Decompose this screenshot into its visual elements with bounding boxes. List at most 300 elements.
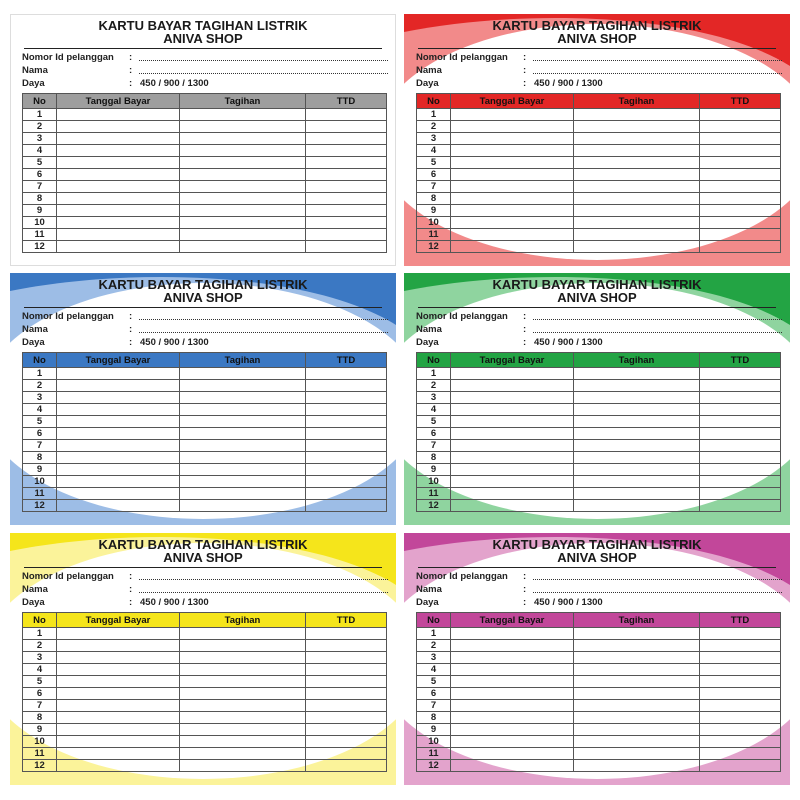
date-cell[interactable] bbox=[451, 700, 574, 712]
col-header-date: Tanggal Bayar bbox=[451, 613, 574, 628]
bill-cell[interactable] bbox=[574, 488, 700, 500]
signature-cell[interactable] bbox=[700, 664, 781, 676]
signature-cell[interactable] bbox=[700, 169, 781, 181]
row-number: 4 bbox=[23, 404, 57, 416]
bill-cell[interactable] bbox=[180, 157, 306, 169]
date-cell[interactable] bbox=[57, 476, 180, 488]
signature-cell[interactable] bbox=[306, 217, 387, 229]
bill-cell[interactable] bbox=[180, 416, 306, 428]
name-field[interactable] bbox=[22, 584, 388, 596]
bill-cell[interactable] bbox=[180, 193, 306, 205]
bill-cell[interactable] bbox=[180, 748, 306, 760]
date-cell[interactable] bbox=[451, 392, 574, 404]
bill-cell[interactable] bbox=[180, 712, 306, 724]
date-cell[interactable] bbox=[451, 145, 574, 157]
customer-id-field[interactable] bbox=[416, 571, 782, 583]
bill-cell[interactable] bbox=[180, 109, 306, 121]
date-cell[interactable] bbox=[57, 157, 180, 169]
signature-cell[interactable] bbox=[700, 700, 781, 712]
name-field[interactable] bbox=[22, 324, 388, 336]
date-cell[interactable] bbox=[451, 181, 574, 193]
date-cell[interactable] bbox=[57, 193, 180, 205]
signature-cell[interactable] bbox=[306, 500, 387, 512]
date-cell[interactable] bbox=[57, 676, 180, 688]
signature-cell[interactable] bbox=[306, 169, 387, 181]
signature-cell[interactable] bbox=[700, 688, 781, 700]
signature-cell[interactable] bbox=[700, 217, 781, 229]
table-row bbox=[23, 193, 387, 205]
field-colon: : bbox=[523, 337, 527, 348]
bill-cell[interactable] bbox=[180, 736, 306, 748]
date-cell[interactable] bbox=[451, 664, 574, 676]
bill-cell[interactable] bbox=[180, 121, 306, 133]
date-cell[interactable] bbox=[451, 640, 574, 652]
col-header-bill: Tagihan bbox=[574, 613, 700, 628]
signature-cell[interactable] bbox=[306, 241, 387, 253]
date-cell[interactable] bbox=[451, 169, 574, 181]
row-number: 5 bbox=[23, 157, 57, 169]
date-cell[interactable] bbox=[57, 760, 180, 772]
customer-id-field[interactable] bbox=[22, 52, 388, 64]
date-cell[interactable] bbox=[57, 145, 180, 157]
table-row bbox=[417, 676, 781, 688]
row-number: 9 bbox=[23, 464, 57, 476]
date-cell[interactable] bbox=[57, 688, 180, 700]
date-cell[interactable] bbox=[451, 193, 574, 205]
field-label: Nama bbox=[22, 65, 48, 76]
table-row bbox=[23, 748, 387, 760]
bill-cell[interactable] bbox=[574, 392, 700, 404]
title-divider bbox=[418, 567, 776, 568]
signature-cell[interactable] bbox=[700, 748, 781, 760]
signature-cell[interactable] bbox=[306, 676, 387, 688]
signature-cell[interactable] bbox=[700, 652, 781, 664]
bill-cell[interactable] bbox=[180, 476, 306, 488]
signature-cell[interactable] bbox=[306, 416, 387, 428]
bill-cell[interactable] bbox=[180, 760, 306, 772]
bill-cell[interactable] bbox=[180, 676, 306, 688]
row-number: 2 bbox=[417, 121, 451, 133]
signature-cell[interactable] bbox=[700, 121, 781, 133]
col-header-date: Tanggal Bayar bbox=[57, 94, 180, 109]
bill-cell[interactable] bbox=[574, 688, 700, 700]
signature-cell[interactable] bbox=[700, 628, 781, 640]
date-cell[interactable] bbox=[57, 217, 180, 229]
date-cell[interactable] bbox=[57, 380, 180, 392]
date-cell[interactable] bbox=[57, 205, 180, 217]
payment-table bbox=[416, 352, 781, 512]
signature-cell[interactable] bbox=[306, 724, 387, 736]
signature-cell[interactable] bbox=[306, 193, 387, 205]
date-cell[interactable] bbox=[57, 724, 180, 736]
name-field[interactable] bbox=[416, 65, 782, 77]
signature-cell[interactable] bbox=[306, 133, 387, 145]
customer-id-field[interactable] bbox=[416, 52, 782, 64]
bill-cell[interactable] bbox=[574, 368, 700, 380]
date-cell[interactable] bbox=[57, 700, 180, 712]
date-cell[interactable] bbox=[57, 640, 180, 652]
bill-cell[interactable] bbox=[574, 145, 700, 157]
table-row bbox=[23, 664, 387, 676]
date-cell[interactable] bbox=[57, 440, 180, 452]
field-colon: : bbox=[523, 571, 527, 582]
signature-cell[interactable] bbox=[700, 109, 781, 121]
bill-cell[interactable] bbox=[574, 193, 700, 205]
date-cell[interactable] bbox=[451, 217, 574, 229]
signature-cell[interactable] bbox=[700, 193, 781, 205]
bill-cell[interactable] bbox=[574, 241, 700, 253]
bill-cell[interactable] bbox=[180, 368, 306, 380]
signature-cell[interactable] bbox=[700, 724, 781, 736]
table-row bbox=[417, 440, 781, 452]
bill-cell[interactable] bbox=[180, 500, 306, 512]
signature-cell[interactable] bbox=[306, 464, 387, 476]
date-cell[interactable] bbox=[451, 760, 574, 772]
bill-cell[interactable] bbox=[180, 404, 306, 416]
date-cell[interactable] bbox=[451, 368, 574, 380]
signature-cell[interactable] bbox=[700, 145, 781, 157]
bill-cell[interactable] bbox=[574, 760, 700, 772]
signature-cell[interactable] bbox=[700, 712, 781, 724]
date-cell[interactable] bbox=[451, 440, 574, 452]
table-row bbox=[23, 500, 387, 512]
signature-cell[interactable] bbox=[306, 380, 387, 392]
bill-cell[interactable] bbox=[574, 157, 700, 169]
bill-cell[interactable] bbox=[574, 217, 700, 229]
signature-cell[interactable] bbox=[700, 440, 781, 452]
signature-cell[interactable] bbox=[700, 392, 781, 404]
field-colon: : bbox=[129, 571, 133, 582]
bill-cell[interactable] bbox=[180, 229, 306, 241]
bill-cell[interactable] bbox=[574, 464, 700, 476]
signature-cell[interactable] bbox=[306, 640, 387, 652]
signature-cell[interactable] bbox=[700, 736, 781, 748]
table-row bbox=[23, 736, 387, 748]
bill-cell[interactable] bbox=[574, 452, 700, 464]
signature-cell[interactable] bbox=[306, 109, 387, 121]
bill-cell[interactable] bbox=[574, 476, 700, 488]
date-cell[interactable] bbox=[451, 652, 574, 664]
date-cell[interactable] bbox=[57, 736, 180, 748]
signature-cell[interactable] bbox=[306, 392, 387, 404]
date-cell[interactable] bbox=[451, 724, 574, 736]
col-header-no: No bbox=[417, 353, 451, 368]
signature-cell[interactable] bbox=[700, 205, 781, 217]
row-number: 12 bbox=[417, 500, 451, 512]
bill-cell[interactable] bbox=[180, 133, 306, 145]
date-cell[interactable] bbox=[451, 121, 574, 133]
bill-cell[interactable] bbox=[180, 724, 306, 736]
bill-cell[interactable] bbox=[574, 748, 700, 760]
bill-cell[interactable] bbox=[180, 169, 306, 181]
table-row bbox=[417, 464, 781, 476]
bill-cell[interactable] bbox=[574, 169, 700, 181]
date-cell[interactable] bbox=[451, 712, 574, 724]
signature-cell[interactable] bbox=[700, 500, 781, 512]
date-cell[interactable] bbox=[451, 748, 574, 760]
table-row bbox=[23, 133, 387, 145]
date-cell[interactable] bbox=[451, 428, 574, 440]
bill-cell[interactable] bbox=[180, 628, 306, 640]
bill-cell[interactable] bbox=[180, 217, 306, 229]
date-cell[interactable] bbox=[451, 229, 574, 241]
date-cell[interactable] bbox=[57, 652, 180, 664]
customer-id-field[interactable] bbox=[416, 311, 782, 323]
bill-cell[interactable] bbox=[180, 688, 306, 700]
bill-cell[interactable] bbox=[574, 712, 700, 724]
signature-cell[interactable] bbox=[306, 440, 387, 452]
card-title: KARTU BAYAR TAGIHAN LISTRIK bbox=[492, 277, 702, 292]
signature-cell[interactable] bbox=[306, 452, 387, 464]
table-row bbox=[23, 652, 387, 664]
signature-cell[interactable] bbox=[306, 181, 387, 193]
date-cell[interactable] bbox=[451, 133, 574, 145]
signature-cell[interactable] bbox=[700, 241, 781, 253]
signature-cell[interactable] bbox=[700, 488, 781, 500]
col-header-signature: TTD bbox=[700, 353, 781, 368]
col-header-date: Tanggal Bayar bbox=[451, 94, 574, 109]
date-cell[interactable] bbox=[57, 712, 180, 724]
bill-cell[interactable] bbox=[180, 452, 306, 464]
date-cell[interactable] bbox=[57, 241, 180, 253]
bill-cell[interactable] bbox=[574, 133, 700, 145]
date-cell[interactable] bbox=[451, 404, 574, 416]
row-number: 8 bbox=[23, 452, 57, 464]
date-cell[interactable] bbox=[451, 380, 574, 392]
table-row bbox=[417, 217, 781, 229]
date-cell[interactable] bbox=[451, 688, 574, 700]
signature-cell[interactable] bbox=[700, 640, 781, 652]
row-number: 12 bbox=[417, 760, 451, 772]
bill-cell[interactable] bbox=[180, 464, 306, 476]
date-cell[interactable] bbox=[57, 748, 180, 760]
signature-cell[interactable] bbox=[700, 133, 781, 145]
bill-cell[interactable] bbox=[180, 488, 306, 500]
signature-cell[interactable] bbox=[306, 488, 387, 500]
col-header-signature: TTD bbox=[306, 353, 387, 368]
signature-cell[interactable] bbox=[306, 368, 387, 380]
bill-cell[interactable] bbox=[180, 428, 306, 440]
title-divider bbox=[24, 567, 382, 568]
date-cell[interactable] bbox=[451, 736, 574, 748]
row-number: 11 bbox=[23, 229, 57, 241]
signature-cell[interactable] bbox=[306, 652, 387, 664]
table-row bbox=[417, 712, 781, 724]
date-cell[interactable] bbox=[57, 488, 180, 500]
row-number: 12 bbox=[23, 241, 57, 253]
date-cell[interactable] bbox=[451, 676, 574, 688]
bill-cell[interactable] bbox=[574, 416, 700, 428]
signature-cell[interactable] bbox=[306, 476, 387, 488]
bill-cell[interactable] bbox=[574, 428, 700, 440]
signature-cell[interactable] bbox=[306, 736, 387, 748]
col-header-signature: TTD bbox=[700, 94, 781, 109]
row-number: 1 bbox=[23, 368, 57, 380]
signature-cell[interactable] bbox=[700, 416, 781, 428]
name-field[interactable] bbox=[416, 324, 782, 336]
signature-cell[interactable] bbox=[306, 121, 387, 133]
bill-cell[interactable] bbox=[180, 241, 306, 253]
field-label: Daya bbox=[22, 597, 45, 608]
signature-cell[interactable] bbox=[306, 145, 387, 157]
field-colon: : bbox=[523, 78, 527, 89]
bill-cell[interactable] bbox=[574, 205, 700, 217]
signature-cell[interactable] bbox=[700, 464, 781, 476]
signature-cell[interactable] bbox=[700, 676, 781, 688]
bill-cell[interactable] bbox=[180, 205, 306, 217]
table-row bbox=[417, 428, 781, 440]
date-cell[interactable] bbox=[57, 416, 180, 428]
signature-cell[interactable] bbox=[306, 428, 387, 440]
table-row bbox=[23, 700, 387, 712]
signature-cell[interactable] bbox=[306, 404, 387, 416]
table-header-row bbox=[23, 353, 387, 368]
table-row bbox=[417, 640, 781, 652]
bill-cell[interactable] bbox=[180, 640, 306, 652]
signature-cell[interactable] bbox=[700, 157, 781, 169]
bill-cell[interactable] bbox=[574, 652, 700, 664]
date-cell[interactable] bbox=[451, 476, 574, 488]
field-label: Nama bbox=[416, 584, 442, 595]
bill-cell[interactable] bbox=[180, 700, 306, 712]
field-colon: : bbox=[523, 65, 527, 76]
bill-cell[interactable] bbox=[574, 404, 700, 416]
signature-cell[interactable] bbox=[700, 452, 781, 464]
name-field[interactable] bbox=[416, 584, 782, 596]
signature-cell[interactable] bbox=[306, 760, 387, 772]
date-cell[interactable] bbox=[451, 452, 574, 464]
date-cell[interactable] bbox=[57, 628, 180, 640]
name-field[interactable] bbox=[22, 65, 388, 77]
date-cell[interactable] bbox=[57, 121, 180, 133]
bill-cell[interactable] bbox=[574, 121, 700, 133]
billing-card-gray bbox=[10, 14, 396, 266]
row-number: 4 bbox=[417, 664, 451, 676]
date-cell[interactable] bbox=[57, 404, 180, 416]
date-cell[interactable] bbox=[451, 488, 574, 500]
signature-cell[interactable] bbox=[306, 628, 387, 640]
signature-cell[interactable] bbox=[306, 157, 387, 169]
signature-cell[interactable] bbox=[306, 205, 387, 217]
bill-cell[interactable] bbox=[574, 724, 700, 736]
bill-cell[interactable] bbox=[180, 652, 306, 664]
row-number: 11 bbox=[417, 748, 451, 760]
table-row bbox=[23, 181, 387, 193]
date-cell[interactable] bbox=[451, 500, 574, 512]
field-label: Nomor Id pelanggan bbox=[22, 52, 114, 63]
date-cell[interactable] bbox=[57, 368, 180, 380]
date-cell[interactable] bbox=[57, 464, 180, 476]
payment-table bbox=[416, 93, 781, 253]
signature-cell[interactable] bbox=[700, 229, 781, 241]
signature-cell[interactable] bbox=[700, 181, 781, 193]
col-header-signature: TTD bbox=[306, 613, 387, 628]
billing-card-yellow bbox=[10, 533, 396, 785]
date-cell[interactable] bbox=[451, 464, 574, 476]
date-cell[interactable] bbox=[451, 205, 574, 217]
signature-cell[interactable] bbox=[700, 428, 781, 440]
signature-cell[interactable] bbox=[700, 476, 781, 488]
signature-cell[interactable] bbox=[700, 380, 781, 392]
title-divider bbox=[24, 307, 382, 308]
col-header-bill: Tagihan bbox=[574, 94, 700, 109]
table-row bbox=[23, 145, 387, 157]
bill-cell[interactable] bbox=[574, 380, 700, 392]
table-row bbox=[417, 380, 781, 392]
col-header-no: No bbox=[417, 613, 451, 628]
field-label: Nomor Id pelanggan bbox=[416, 52, 508, 63]
date-cell[interactable] bbox=[57, 181, 180, 193]
date-cell[interactable] bbox=[57, 392, 180, 404]
table-row bbox=[23, 428, 387, 440]
bill-cell[interactable] bbox=[574, 500, 700, 512]
date-cell[interactable] bbox=[451, 628, 574, 640]
bill-cell[interactable] bbox=[574, 676, 700, 688]
signature-cell[interactable] bbox=[306, 664, 387, 676]
col-header-date: Tanggal Bayar bbox=[57, 613, 180, 628]
bill-cell[interactable] bbox=[574, 664, 700, 676]
date-cell[interactable] bbox=[451, 241, 574, 253]
row-number: 10 bbox=[417, 217, 451, 229]
col-header-no: No bbox=[417, 94, 451, 109]
date-cell[interactable] bbox=[451, 109, 574, 121]
date-cell[interactable] bbox=[57, 500, 180, 512]
table-row bbox=[23, 380, 387, 392]
bill-cell[interactable] bbox=[574, 440, 700, 452]
bill-cell[interactable] bbox=[574, 181, 700, 193]
bill-cell[interactable] bbox=[574, 628, 700, 640]
date-cell[interactable] bbox=[451, 157, 574, 169]
row-number: 2 bbox=[23, 380, 57, 392]
bill-cell[interactable] bbox=[574, 736, 700, 748]
bill-cell[interactable] bbox=[180, 392, 306, 404]
date-cell[interactable] bbox=[57, 428, 180, 440]
col-header-bill: Tagihan bbox=[180, 94, 306, 109]
customer-id-field[interactable] bbox=[22, 311, 388, 323]
bill-cell[interactable] bbox=[180, 145, 306, 157]
date-cell[interactable] bbox=[57, 169, 180, 181]
row-number: 3 bbox=[417, 392, 451, 404]
date-cell[interactable] bbox=[57, 452, 180, 464]
date-cell[interactable] bbox=[57, 133, 180, 145]
date-cell[interactable] bbox=[57, 229, 180, 241]
signature-cell[interactable] bbox=[306, 688, 387, 700]
bill-cell[interactable] bbox=[180, 664, 306, 676]
table-row bbox=[23, 217, 387, 229]
bill-cell[interactable] bbox=[574, 229, 700, 241]
date-cell[interactable] bbox=[57, 109, 180, 121]
row-number: 3 bbox=[23, 392, 57, 404]
customer-id-field[interactable] bbox=[22, 571, 388, 583]
row-number: 3 bbox=[23, 652, 57, 664]
bill-cell[interactable] bbox=[574, 640, 700, 652]
signature-cell[interactable] bbox=[700, 404, 781, 416]
date-cell[interactable] bbox=[57, 664, 180, 676]
signature-cell[interactable] bbox=[306, 712, 387, 724]
bill-cell[interactable] bbox=[574, 109, 700, 121]
signature-cell[interactable] bbox=[306, 229, 387, 241]
signature-cell[interactable] bbox=[700, 368, 781, 380]
card-title: KARTU BAYAR TAGIHAN LISTRIK bbox=[492, 537, 702, 552]
signature-cell[interactable] bbox=[306, 700, 387, 712]
date-cell[interactable] bbox=[451, 416, 574, 428]
bill-cell[interactable] bbox=[180, 440, 306, 452]
signature-cell[interactable] bbox=[306, 748, 387, 760]
signature-cell[interactable] bbox=[700, 760, 781, 772]
bill-cell[interactable] bbox=[180, 380, 306, 392]
bill-cell[interactable] bbox=[180, 181, 306, 193]
bill-cell[interactable] bbox=[574, 700, 700, 712]
